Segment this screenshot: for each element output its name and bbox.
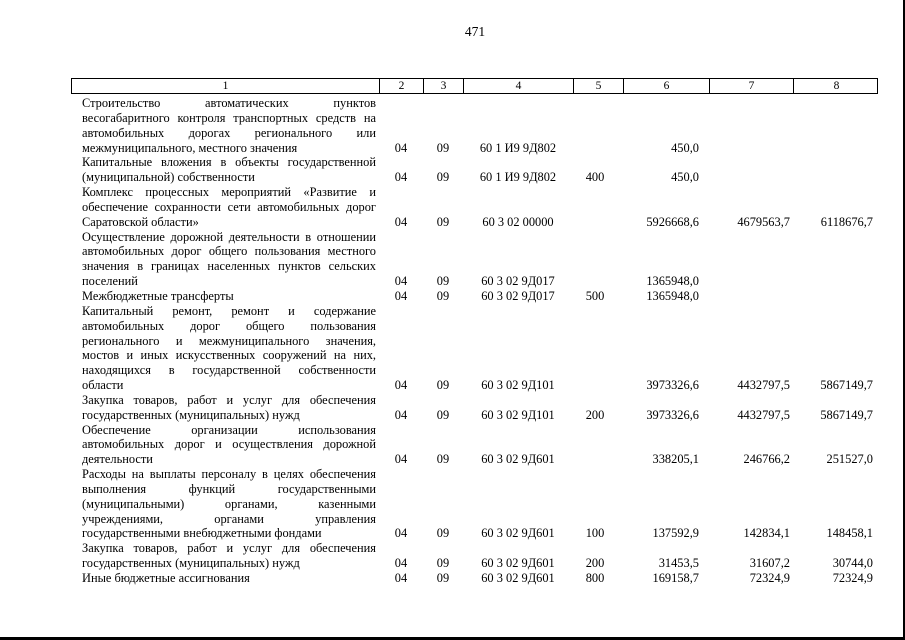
cell-name: Межбюджетные трансферты (82, 288, 234, 303)
cell-amount-year2: 31607,2 (749, 556, 790, 571)
cell-subsection-code: 09 (436, 378, 450, 393)
cell-amount-year3: 148458,1 (826, 526, 873, 541)
table-row (71, 185, 878, 230)
cell-subsection-code: 09 (436, 526, 450, 541)
cell-name: Осуществление дорожной деятельности в отношении автомобильных дорог общего пользования местного значения в границах населенных пунктов сельских поселений (82, 229, 376, 289)
cell-subsection-code: 09 (436, 170, 450, 185)
table-row (71, 393, 878, 423)
table-body (71, 96, 878, 586)
cell-amount-year3: 6118676,7 (820, 214, 873, 229)
table-row (71, 230, 878, 289)
cell-amount-year1: 5926668,6 (646, 214, 699, 229)
cell-target-article-code: 60 3 02 9Д101 (481, 407, 555, 422)
cell-section-code: 04 (394, 140, 408, 155)
cell-name: Обеспечение организации использования автомобильных дорог и осуществления дорожной деятельности (82, 422, 376, 467)
cell-expense-type-code: 800 (585, 571, 605, 585)
table-row (71, 289, 878, 304)
cell-expense-type-code: 200 (585, 556, 605, 571)
cell-section-code: 04 (394, 378, 408, 393)
cell-target-article-code: 60 3 02 9Д601 (481, 526, 555, 541)
column-header-8: 8 (833, 79, 840, 92)
cell-name: Капитальные вложения в объекты государственной (муниципальной) собственности (82, 155, 376, 185)
cell-amount-year3: 5867149,7 (820, 378, 873, 393)
cell-target-article-code: 60 1 И9 9Д802 (479, 140, 557, 155)
column-header-3: 3 (424, 79, 464, 93)
table-row (71, 423, 878, 468)
cell-subsection-code: 09 (436, 140, 450, 155)
cell-subsection-code: 09 (436, 452, 450, 467)
cell-amount-year1: 169158,7 (652, 571, 699, 585)
cell-amount-year1: 338205,1 (652, 452, 699, 467)
cell-section-code: 04 (394, 556, 408, 571)
cell-amount-year2: 4679563,7 (737, 214, 790, 229)
cell-amount-year1: 1365948,0 (646, 274, 699, 289)
cell-expense-type-code: 200 (585, 407, 605, 422)
table-row (71, 304, 878, 393)
cell-amount-year3: 72324,9 (832, 571, 873, 585)
table-row (71, 571, 878, 586)
cell-amount-year1: 450,0 (671, 170, 699, 185)
table-row (71, 96, 878, 155)
cell-amount-year1: 3973326,6 (646, 378, 699, 393)
cell-expense-type-code: 400 (585, 170, 605, 185)
cell-target-article-code: 60 3 02 9Д017 (481, 288, 555, 303)
cell-name: Комплекс процессных мероприятий «Развитие и обеспечение сохранности сети автомобильных дорог Саратовской области» (82, 185, 376, 229)
cell-target-article-code: 60 3 02 9Д601 (481, 571, 555, 585)
cell-section-code: 04 (394, 571, 408, 585)
cell-subsection-code: 09 (436, 214, 450, 229)
cell-amount-year2: 72324,9 (749, 571, 790, 585)
table-row (71, 541, 878, 571)
cell-subsection-code: 09 (436, 556, 450, 571)
table-row (71, 155, 878, 185)
column-header-4: 4 (464, 79, 574, 93)
cell-amount-year2: 4432797,5 (737, 407, 790, 422)
cell-amount-year1: 450,0 (671, 140, 699, 155)
cell-subsection-code: 09 (436, 571, 450, 585)
cell-target-article-code: 60 3 02 9Д601 (481, 556, 555, 571)
cell-section-code: 04 (394, 214, 408, 229)
cell-amount-year2: 4432797,5 (737, 378, 790, 393)
cell-name: Закупка товаров, работ и услуг для обеспечения государственных (муниципальных) нужд (82, 392, 376, 422)
cell-expense-type-code: 500 (585, 288, 605, 303)
cell-section-code: 04 (394, 170, 408, 185)
cell-subsection-code: 09 (436, 288, 450, 303)
cell-amount-year1: 1365948,0 (646, 288, 699, 303)
column-header-7: 7 (710, 79, 794, 93)
cell-expense-type-code: 100 (585, 526, 605, 541)
cell-target-article-code: 60 1 И9 9Д802 (479, 170, 557, 185)
cell-section-code: 04 (394, 452, 408, 467)
cell-amount-year3: 30744,0 (832, 556, 873, 571)
cell-amount-year2: 142834,1 (743, 526, 790, 541)
cell-amount-year1: 137592,9 (652, 526, 699, 541)
cell-section-code: 04 (394, 407, 408, 422)
table-header-row (71, 78, 878, 94)
cell-subsection-code: 09 (436, 407, 450, 422)
cell-name: Иные бюджетные ассигнования (82, 571, 250, 585)
budget-table (71, 78, 878, 586)
cell-amount-year3: 5867149,7 (820, 407, 873, 422)
cell-name: Расходы на выплаты персоналу в целях обеспечения выполнения функций государственными (муниципальными) органами, казенными учреждениями, органами управления государственными внебюджетными фондами (82, 467, 376, 541)
cell-amount-year1: 31453,5 (658, 556, 699, 571)
cell-amount-year2: 246766,2 (743, 452, 790, 467)
cell-name: Капитальный ремонт, ремонт и содержание автомобильных дорог общего пользования регионального и межмуниципального значения, мостов и иных искусственных сооружений на них, находящихся в государственной собственности области (82, 303, 376, 393)
column-header-6: 6 (624, 79, 710, 93)
table-row (71, 467, 878, 541)
cell-amount-year3: 251527,0 (826, 452, 873, 467)
column-header-1: 1 (72, 79, 380, 93)
cell-target-article-code: 60 3 02 00000 (482, 214, 554, 229)
cell-target-article-code: 60 3 02 9Д017 (481, 274, 555, 289)
cell-name: Строительство автоматических пунктов весогабаритного контроля транспортных средств на автомобильных дорогах регионального или межмуниципального, местного значения (82, 96, 376, 155)
page-number: 471 (464, 24, 486, 39)
cell-name: Закупка товаров, работ и услуг для обеспечения государственных (муниципальных) нужд (82, 541, 376, 571)
cell-section-code: 04 (394, 288, 408, 303)
cell-subsection-code: 09 (436, 274, 450, 289)
cell-target-article-code: 60 3 02 9Д101 (481, 378, 555, 393)
cell-section-code: 04 (394, 274, 408, 289)
cell-section-code: 04 (394, 526, 408, 541)
column-header-2: 2 (380, 79, 424, 93)
column-header-5: 5 (574, 79, 624, 93)
cell-target-article-code: 60 3 02 9Д601 (481, 452, 555, 467)
cell-amount-year1: 3973326,6 (646, 407, 699, 422)
